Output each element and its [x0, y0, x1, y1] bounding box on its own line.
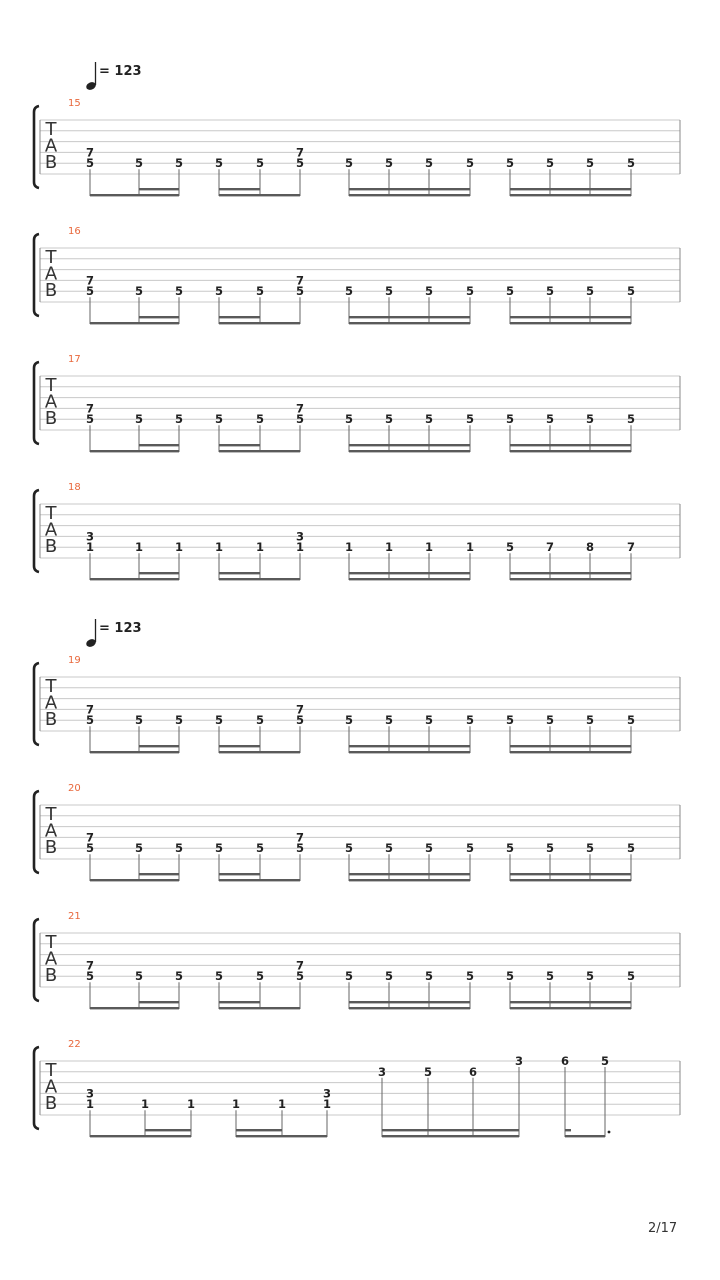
beam: [510, 194, 631, 196]
fret-number: 7: [626, 540, 636, 555]
beam: [219, 879, 300, 881]
fret-number: 5: [465, 156, 475, 171]
fret-number: 5: [626, 412, 636, 427]
beam: [90, 879, 179, 881]
beam: [510, 316, 631, 318]
fret-number: 7: [85, 958, 95, 973]
system-bracket: [34, 362, 39, 444]
beam: [219, 751, 300, 753]
measure-number: 21: [68, 911, 81, 922]
beam: [90, 1007, 179, 1009]
fret-number: 5: [626, 713, 636, 728]
fret-number: 7: [295, 702, 305, 717]
tab-clef-letter: A: [44, 948, 58, 970]
beam: [349, 444, 470, 446]
fret-number: 3: [322, 1086, 332, 1101]
fret-number: 5: [465, 841, 475, 856]
tab-clef-letter: T: [45, 503, 57, 524]
fret-number: 5: [424, 713, 434, 728]
beam: [219, 444, 260, 446]
fret-number: 7: [295, 145, 305, 160]
fret-number: 7: [295, 273, 305, 288]
fret-number: 8: [585, 540, 595, 555]
beam: [349, 1007, 470, 1009]
tab-clef-letter: B: [44, 1093, 58, 1114]
tab-clef-letter: B: [44, 152, 58, 173]
fret-number: 5: [465, 412, 475, 427]
tab-clef-letter: A: [44, 263, 58, 285]
beam: [510, 572, 631, 574]
fret-number: 5: [295, 841, 305, 856]
fret-number: 5: [214, 412, 224, 427]
fret-number: 5: [134, 284, 144, 299]
tab-clef-letter: B: [44, 536, 58, 557]
tab-clef-letter: A: [44, 519, 58, 541]
page-number: 2/17: [648, 1221, 678, 1236]
fret-number: 5: [85, 969, 95, 984]
tab-system: [34, 98, 680, 196]
beam: [510, 1007, 631, 1009]
tab-clef-letter: A: [44, 391, 58, 413]
fret-number: 5: [344, 284, 354, 299]
beam: [90, 751, 179, 753]
fret-number: 1: [231, 1097, 241, 1112]
fret-number: 5: [384, 284, 394, 299]
tab-system: [34, 783, 680, 881]
fret-number: 5: [505, 156, 515, 171]
fret-number: 5: [626, 841, 636, 856]
fret-number: 5: [505, 540, 515, 555]
fret-number: 5: [585, 713, 595, 728]
measure-number: 18: [68, 482, 81, 493]
fret-number: 5: [134, 156, 144, 171]
beam: [219, 1001, 260, 1003]
beam: [510, 450, 631, 452]
beam: [139, 745, 179, 747]
fret-number: 1: [174, 540, 184, 555]
beam: [219, 188, 260, 190]
measure-number: 17: [68, 354, 81, 365]
beam: [219, 745, 260, 747]
fret-number: 5: [214, 969, 224, 984]
fret-number: 3: [377, 1064, 387, 1079]
beam: [510, 578, 631, 580]
fret-number: 7: [85, 273, 95, 288]
fret-number: 5: [545, 284, 555, 299]
fret-number: 3: [85, 1086, 95, 1101]
beam: [236, 1129, 282, 1131]
system-bracket: [34, 1047, 39, 1129]
fret-number: 5: [424, 284, 434, 299]
tab-clef-letter: A: [44, 820, 58, 842]
fret-number: 5: [134, 412, 144, 427]
beam: [349, 450, 470, 452]
fret-number: 5: [600, 1054, 610, 1068]
fret-number: 5: [424, 969, 434, 984]
beam: [90, 322, 179, 324]
beam: [139, 444, 179, 446]
fret-number: 5: [585, 412, 595, 427]
fret-number: 5: [85, 284, 95, 299]
beam: [349, 572, 470, 574]
fret-number: 5: [85, 412, 95, 427]
tab-system: [34, 354, 680, 452]
tab-clef-letter: B: [44, 965, 58, 986]
tempo-value: = 123: [99, 64, 142, 79]
fret-number: 5: [505, 412, 515, 427]
fret-number: 5: [384, 713, 394, 728]
fret-number: 3: [295, 529, 305, 544]
fret-number: 7: [295, 958, 305, 973]
fret-number: 5: [545, 841, 555, 856]
fret-number: 1: [214, 540, 224, 555]
fret-number: 5: [85, 713, 95, 728]
beam: [510, 745, 631, 747]
fret-number: 1: [140, 1097, 150, 1112]
fret-number: 1: [134, 540, 144, 555]
beam: [90, 1135, 191, 1137]
measure-number: 15: [68, 98, 81, 109]
beam: [90, 578, 179, 580]
fret-number: 5: [134, 713, 144, 728]
fret-number: 5: [384, 841, 394, 856]
fret-number: 7: [85, 830, 95, 845]
tab-clef-letter: B: [44, 408, 58, 429]
fret-number: 5: [344, 841, 354, 856]
fret-number: 5: [255, 412, 265, 427]
fret-number: 5: [214, 284, 224, 299]
tab-clef-letter: T: [45, 932, 57, 953]
tab-system: [34, 655, 680, 753]
beam: [219, 322, 300, 324]
beam: [510, 1001, 631, 1003]
fret-number: 5: [626, 284, 636, 299]
beam: [139, 188, 179, 190]
beam: [349, 745, 470, 747]
beam: [349, 316, 470, 318]
fret-number: 5: [174, 841, 184, 856]
fret-number: 5: [465, 713, 475, 728]
beam: [349, 751, 470, 753]
beam: [510, 444, 631, 446]
fret-number: 5: [626, 156, 636, 171]
fret-number: 5: [384, 412, 394, 427]
fret-number: 5: [214, 841, 224, 856]
tab-clef-letter: B: [44, 280, 58, 301]
system-bracket: [34, 663, 39, 745]
fret-number: 7: [295, 830, 305, 845]
beam: [219, 578, 300, 580]
beam: [349, 873, 470, 875]
fret-number: 5: [424, 841, 434, 856]
beam: [236, 1135, 327, 1137]
fret-number: 5: [505, 284, 515, 299]
beam: [219, 450, 300, 452]
fret-number: 5: [174, 156, 184, 171]
beam: [510, 879, 631, 881]
fret-number: 5: [174, 284, 184, 299]
beam: [349, 578, 470, 580]
fret-number: 5: [585, 156, 595, 171]
fret-number: 5: [423, 1064, 433, 1079]
fret-number: 5: [545, 713, 555, 728]
fret-number: 5: [585, 284, 595, 299]
tempo-value: = 123: [99, 621, 142, 636]
fret-number: 3: [85, 529, 95, 544]
fret-number: 5: [424, 412, 434, 427]
fret-number: 5: [295, 969, 305, 984]
fret-number: 5: [174, 969, 184, 984]
measure-number: 16: [68, 226, 81, 237]
beam: [219, 572, 260, 574]
beam: [139, 572, 179, 574]
system-bracket: [34, 490, 39, 572]
beam: [349, 194, 470, 196]
measure-number: 20: [68, 783, 81, 794]
fret-number: 1: [295, 540, 305, 555]
beam: [510, 751, 631, 753]
beam: [510, 873, 631, 875]
tab-clef-letter: B: [44, 709, 58, 730]
measure-number: 22: [68, 1039, 81, 1050]
fret-number: 5: [344, 969, 354, 984]
fret-number: 5: [545, 156, 555, 171]
fret-number: 5: [424, 156, 434, 171]
fret-number: 1: [384, 540, 394, 555]
tab-clef-letter: T: [45, 375, 57, 396]
fret-number: 1: [186, 1097, 196, 1112]
system-bracket: [34, 919, 39, 1001]
beam: [349, 879, 470, 881]
tab-system: [34, 911, 680, 1009]
beam: [349, 1001, 470, 1003]
beam: [510, 188, 631, 190]
fret-number: 5: [134, 841, 144, 856]
fret-number: 1: [85, 1097, 95, 1112]
fret-number: 5: [295, 284, 305, 299]
fret-number: 5: [295, 156, 305, 171]
fret-number: 5: [585, 841, 595, 856]
tab-clef-letter: T: [45, 1060, 57, 1081]
beam: [382, 1135, 519, 1137]
beam: [90, 194, 179, 196]
beam: [382, 1129, 519, 1131]
fret-number: 6: [560, 1054, 570, 1068]
tab-clef-letter: T: [45, 804, 57, 825]
fret-number: 7: [85, 145, 95, 160]
fret-number: 5: [85, 156, 95, 171]
fret-number: 5: [384, 156, 394, 171]
fret-number: 6: [468, 1064, 478, 1079]
fret-number: 5: [344, 713, 354, 728]
fret-number: 1: [255, 540, 265, 555]
fret-number: 5: [134, 969, 144, 984]
tab-clef-letter: T: [45, 247, 57, 268]
fret-number: 5: [85, 841, 95, 856]
beam: [139, 1001, 179, 1003]
fret-number: 3: [514, 1054, 524, 1068]
tempo-mark: [85, 62, 142, 91]
fret-number: 5: [505, 969, 515, 984]
fret-number: 5: [295, 412, 305, 427]
beam: [565, 1135, 605, 1137]
beam: [139, 316, 179, 318]
fret-number: 5: [255, 284, 265, 299]
fret-number: 5: [384, 969, 394, 984]
fret-number: 1: [424, 540, 434, 555]
fret-number: 7: [295, 401, 305, 416]
tab-system: [34, 482, 680, 580]
dot: [608, 1131, 611, 1134]
system-bracket: [34, 106, 39, 188]
fret-number: 5: [465, 969, 475, 984]
fret-number: 1: [277, 1097, 287, 1112]
fret-number: 7: [85, 702, 95, 717]
tab-system: [34, 226, 680, 324]
fret-number: 5: [255, 713, 265, 728]
fret-number: 5: [505, 841, 515, 856]
fret-number: 5: [255, 841, 265, 856]
fret-number: 7: [545, 540, 555, 555]
fret-number: 5: [626, 969, 636, 984]
fret-number: 5: [214, 156, 224, 171]
tab-clef-letter: A: [44, 1076, 58, 1098]
beam: [565, 1129, 571, 1131]
beam: [349, 188, 470, 190]
fret-number: 5: [295, 713, 305, 728]
fret-number: 5: [465, 284, 475, 299]
beam: [219, 316, 260, 318]
beam: [219, 1007, 300, 1009]
beam: [139, 873, 179, 875]
tab-clef-letter: B: [44, 837, 58, 858]
beam: [90, 450, 179, 452]
fret-number: 5: [255, 969, 265, 984]
tab-clef-letter: A: [44, 692, 58, 714]
tab-clef-letter: A: [44, 135, 58, 157]
beam: [219, 194, 300, 196]
tempo-mark: [85, 619, 142, 648]
beam: [349, 322, 470, 324]
system-bracket: [34, 791, 39, 873]
fret-number: 5: [545, 969, 555, 984]
fret-number: 5: [344, 412, 354, 427]
fret-number: 1: [322, 1097, 332, 1112]
measure-number: 19: [68, 655, 81, 666]
tab-clef-letter: T: [45, 676, 57, 697]
fret-number: 1: [465, 540, 475, 555]
system-bracket: [34, 234, 39, 316]
fret-number: 1: [344, 540, 354, 555]
fret-number: 7: [85, 401, 95, 416]
beam: [219, 873, 260, 875]
beam: [145, 1129, 191, 1131]
tab-clef-letter: T: [45, 119, 57, 140]
fret-number: 5: [505, 713, 515, 728]
fret-number: 5: [174, 713, 184, 728]
fret-number: 5: [255, 156, 265, 171]
tab-system: [34, 1039, 680, 1137]
fret-number: 5: [344, 156, 354, 171]
fret-number: 1: [85, 540, 95, 555]
fret-number: 5: [585, 969, 595, 984]
fret-number: 5: [214, 713, 224, 728]
beam: [510, 322, 631, 324]
fret-number: 5: [545, 412, 555, 427]
fret-number: 5: [174, 412, 184, 427]
